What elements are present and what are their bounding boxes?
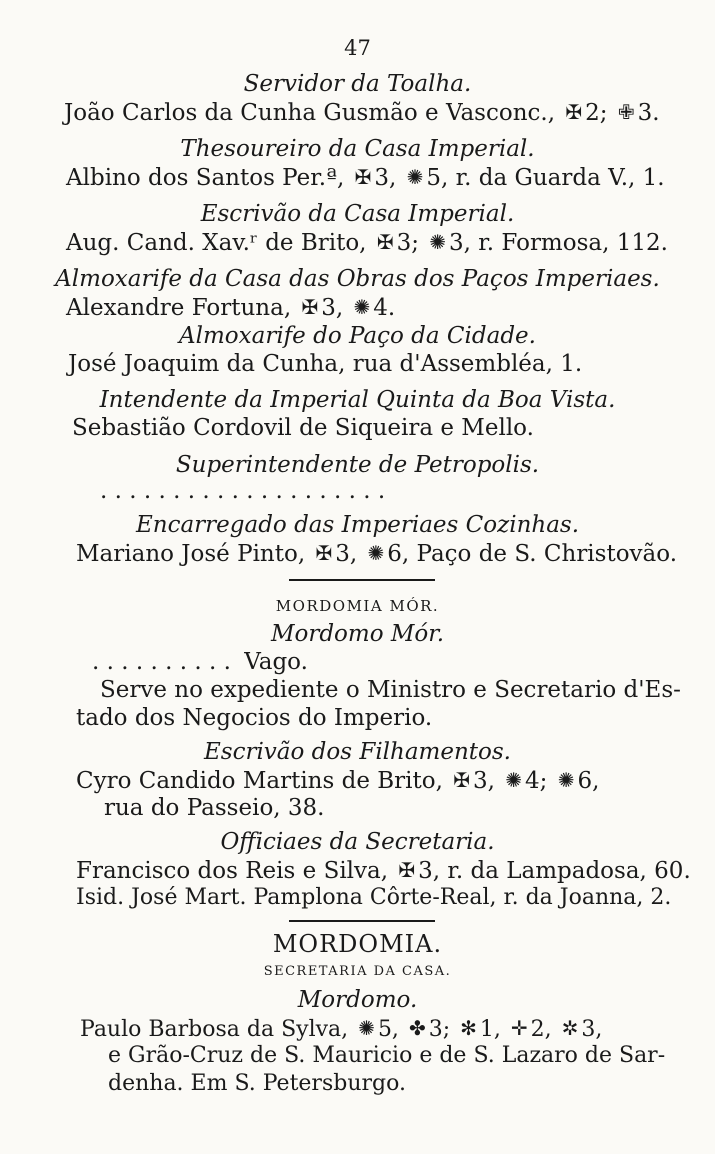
entry-line: Sebastião Cordovil de Siqueira e Mello. (72, 415, 534, 441)
entry-line: e Grão-Cruz de S. Mauricio e de S. Lazaro de Sar- (108, 1043, 666, 1068)
ornament-icon: ✤ (408, 1016, 426, 1040)
section-title: Superintendente de Petropolis. (175, 452, 540, 478)
entry-line: Paulo Barbosa da Sylva, ✺ 5, ✤ 3; ✻ 1, ✛ 2, ✲ 3, (80, 1016, 603, 1042)
section-divider (289, 920, 435, 922)
section-header: MORDOMIA. (272, 930, 443, 958)
entry-name: Aug. Cand. Xav.ʳ de Brito, (66, 230, 367, 256)
cross-icon: ✠ (301, 295, 319, 319)
medal-icon: ✺ (406, 165, 424, 189)
section-title: Intendente da Imperial Quinta da Boa Vista. (99, 387, 616, 413)
page-number: 47 (344, 36, 371, 60)
cross-icon: ✠ (398, 858, 416, 882)
asterisk-icon: ✻ (460, 1016, 477, 1040)
section-divider (289, 579, 435, 581)
entry-name: Albino dos Santos Per.ª, (66, 165, 345, 191)
note-line: Serve no expediente o Ministro e Secretario d'Es- (100, 677, 681, 703)
section-title: Mordomo. (297, 987, 418, 1013)
medal-icon: ✺ (557, 768, 575, 792)
note-line: tado dos Negocios do Imperio. (76, 705, 433, 731)
section-subheader: SECRETARIA DA CASA. (263, 964, 452, 979)
entry-name: Mariano José Pinto, (76, 541, 306, 567)
entry-line: Alexandre Fortuna, ✠ 3, ✺ 4. (66, 295, 396, 321)
section-title: Encarregado das Imperiaes Cozinhas. (135, 512, 580, 538)
cross-icon: ✠ (315, 541, 333, 565)
section-title: Servidor da Toalha. (243, 71, 472, 97)
section-header: MORDOMIA MÓR. (275, 597, 440, 615)
section-title: Almoxarife da Casa das Obras dos Paços Imperiaes. (55, 266, 660, 292)
entry-line: Albino dos Santos Per.ª, ✠ 3, ✺ 5, r. da Guarda V., 1. (66, 165, 665, 191)
small-cross-icon: ✙ (617, 100, 635, 124)
entry-line: denha. Em S. Petersburgo. (108, 1071, 406, 1096)
entry-line: Mariano José Pinto, ✠ 3, ✺ 6, Paço de S. Christovão. (76, 541, 678, 567)
medal-icon: ✺ (358, 1016, 375, 1040)
medal-icon: ✺ (353, 295, 371, 319)
entry-line: Aug. Cand. Xav.ʳ de Brito, ✠ 3; ✺ 3, r. Formosa, 112. (66, 230, 668, 256)
cross-icon: ✠ (565, 100, 583, 124)
section-title: Officiaes da Secretaria. (220, 829, 495, 855)
cross-icon: ✠ (354, 165, 372, 189)
entry-name: João Carlos da Cunha Gusmão e Vasconc., (64, 100, 556, 126)
entry-line: Francisco dos Reis e Silva, ✠ 3, r. da Lampadosa, 60. (76, 858, 691, 884)
open-cross-icon: ✛ (510, 1016, 528, 1040)
entry-line: Isid. José Mart. Pamplona Côrte-Real, r. da Joanna, 2. (76, 885, 672, 910)
section-title: Escrivão dos Filhamentos. (203, 739, 511, 765)
entry-line: José Joaquim da Cunha, rua d'Assembléa, 1. (68, 351, 583, 377)
section-title: Escrivão da Casa Imperial. (200, 201, 515, 227)
dot-leader: . . . . . . . . . . . . . . . . . . . . (100, 478, 386, 504)
entry-line: João Carlos da Cunha Gusmão e Vasconc., ✠ 2; ✙ 3. (64, 100, 660, 126)
cross-icon: ✠ (376, 230, 394, 254)
entry-name: Paulo Barbosa da Sylva, (80, 1017, 349, 1042)
cross-icon: ✠ (453, 768, 470, 792)
medal-icon: ✺ (367, 541, 385, 565)
section-title: Almoxarife do Paço da Cidade. (179, 323, 536, 349)
vacancy-line: . . . . . . . . . . Vago. (92, 649, 308, 675)
medal-icon: ✺ (505, 768, 523, 792)
entry-name: Francisco dos Reis e Silva, (76, 858, 389, 884)
entry-name: Cyro Candido Martins de Brito, (76, 768, 443, 794)
section-title: Mordomo Mór. (270, 621, 445, 647)
entry-line: rua do Passeio, 38. (104, 795, 325, 821)
medal-icon: ✺ (429, 230, 447, 254)
entry-line: Cyro Candido Martins de Brito, ✠ 3, ✺ 4; ✺ 6, (76, 768, 600, 794)
section-title: Thesoureiro da Casa Imperial. (180, 136, 535, 162)
entry-name: Alexandre Fortuna, (66, 295, 292, 321)
sparkle-icon: ✲ (561, 1016, 579, 1040)
